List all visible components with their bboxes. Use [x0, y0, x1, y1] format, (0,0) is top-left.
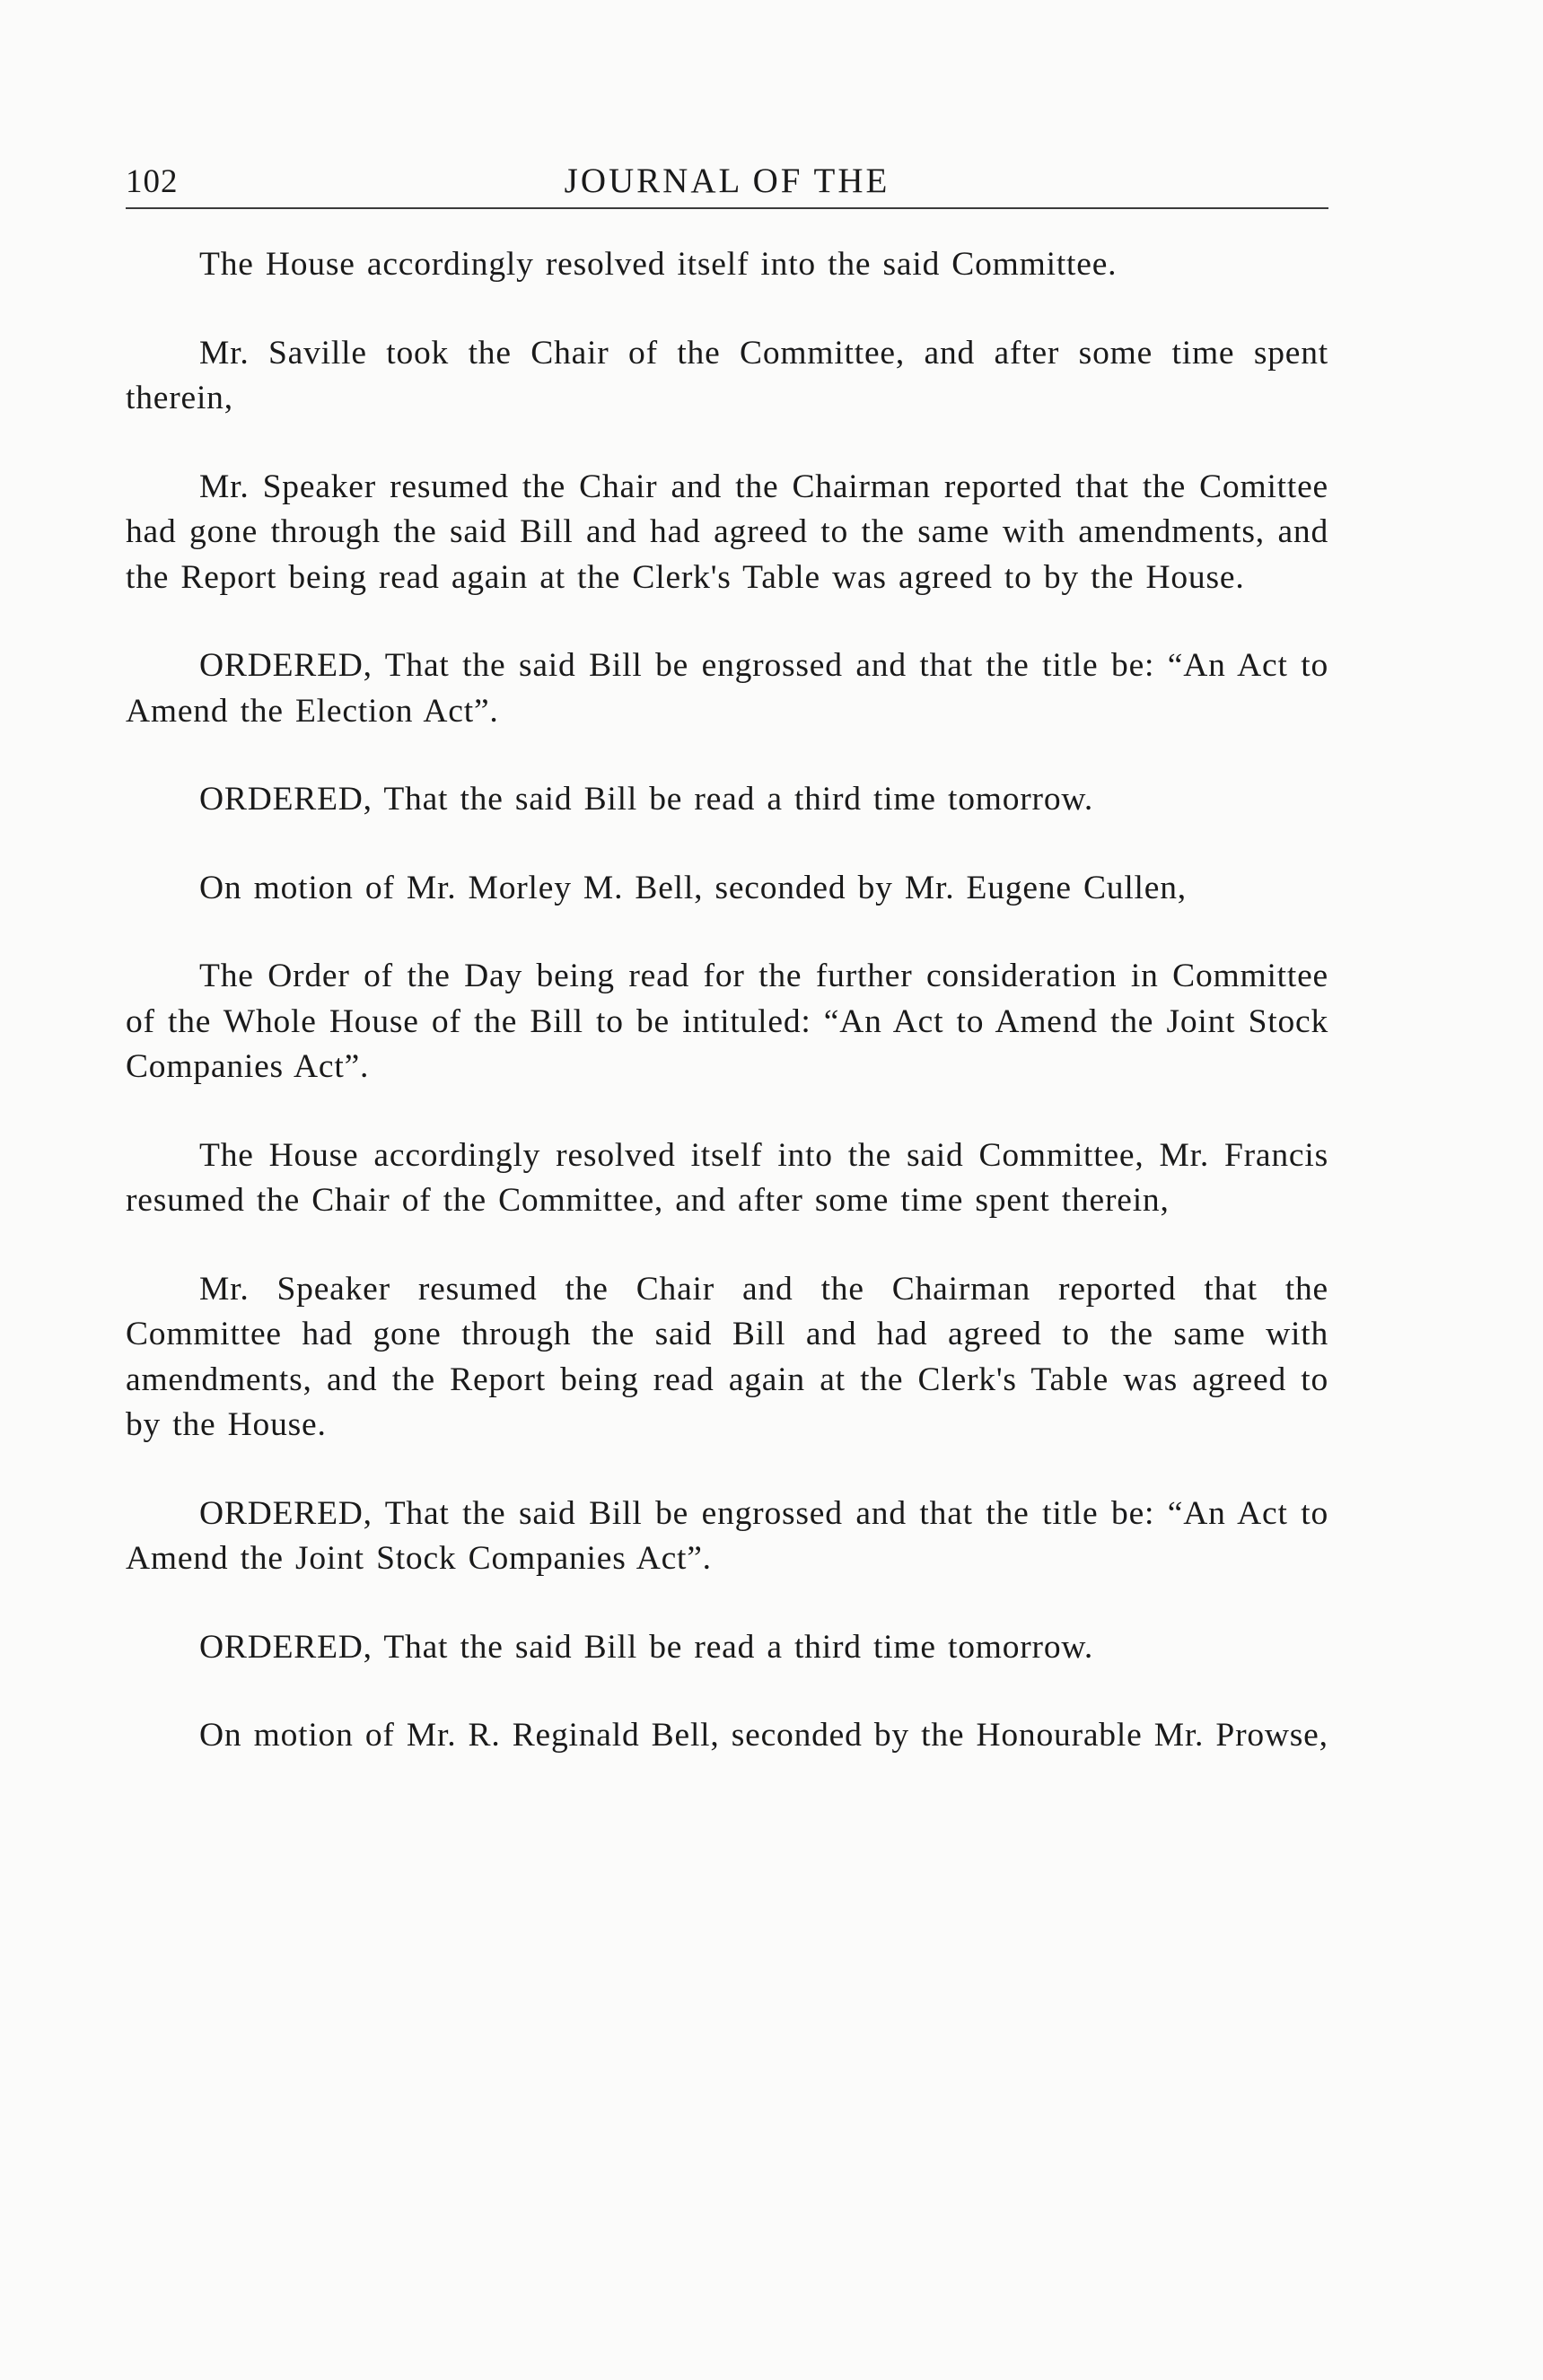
page-number: 102	[126, 163, 179, 200]
paragraph: The Order of the Day being read for the further consideration in Committee of the Whole House of the Bill to be intituled: “An Act to Amend the Joint Stock Companies Act”.	[126, 958, 1328, 1085]
paragraph: The House accordingly resolved itself into the said Committee.	[199, 246, 1118, 283]
header-rule	[126, 207, 1328, 209]
ordered-paragraph: ORDERED, That the said Bill be read a third time tomorrow.	[199, 781, 1094, 818]
motion-paragraph: On motion of Mr. Morley M. Bell, seconded by Mr. Eugene Cullen,	[199, 869, 1187, 906]
journal-body	[126, 242, 1328, 1759]
motion-paragraph: On motion of Mr. R. Reginald Bell, seconded by the Honourable Mr. Prowse,	[199, 1717, 1328, 1754]
paragraph: Mr. Speaker resumed the Chair and the Chairman reported that the Comittee had gone through the said Bill and had agreed to the same with amendments, and the Report being read again at the Clerk's Table was agreed to by the House.	[126, 468, 1328, 596]
paragraph: The House accordingly resolved itself into the said Committee, Mr. Francis resumed the Chair of the Committee, and after some time spent therein,	[126, 1136, 1328, 1219]
ordered-paragraph: ORDERED, That the said Bill be read a third time tomorrow.	[199, 1628, 1094, 1666]
page-header	[126, 151, 1328, 206]
paragraph: Mr. Saville took the Chair of the Committee, and after some time spent therein,	[126, 334, 1328, 416]
running-head: JOURNAL OF THE	[564, 162, 890, 200]
ordered-paragraph: ORDERED, That the said Bill be engrossed and that the title be: “An Act to Amend the Election Act”.	[126, 647, 1328, 730]
ordered-paragraph: ORDERED, That the said Bill be engrossed and that the title be: “An Act to Amend the Joint Stock Companies Act”.	[126, 1494, 1328, 1577]
paragraph: Mr. Speaker resumed the Chair and the Chairman reported that the Committee had gone through the said Bill and had agreed to the same with amendments, and the Report being read again at the Clerk's Table was agreed to by the House.	[126, 1270, 1328, 1443]
